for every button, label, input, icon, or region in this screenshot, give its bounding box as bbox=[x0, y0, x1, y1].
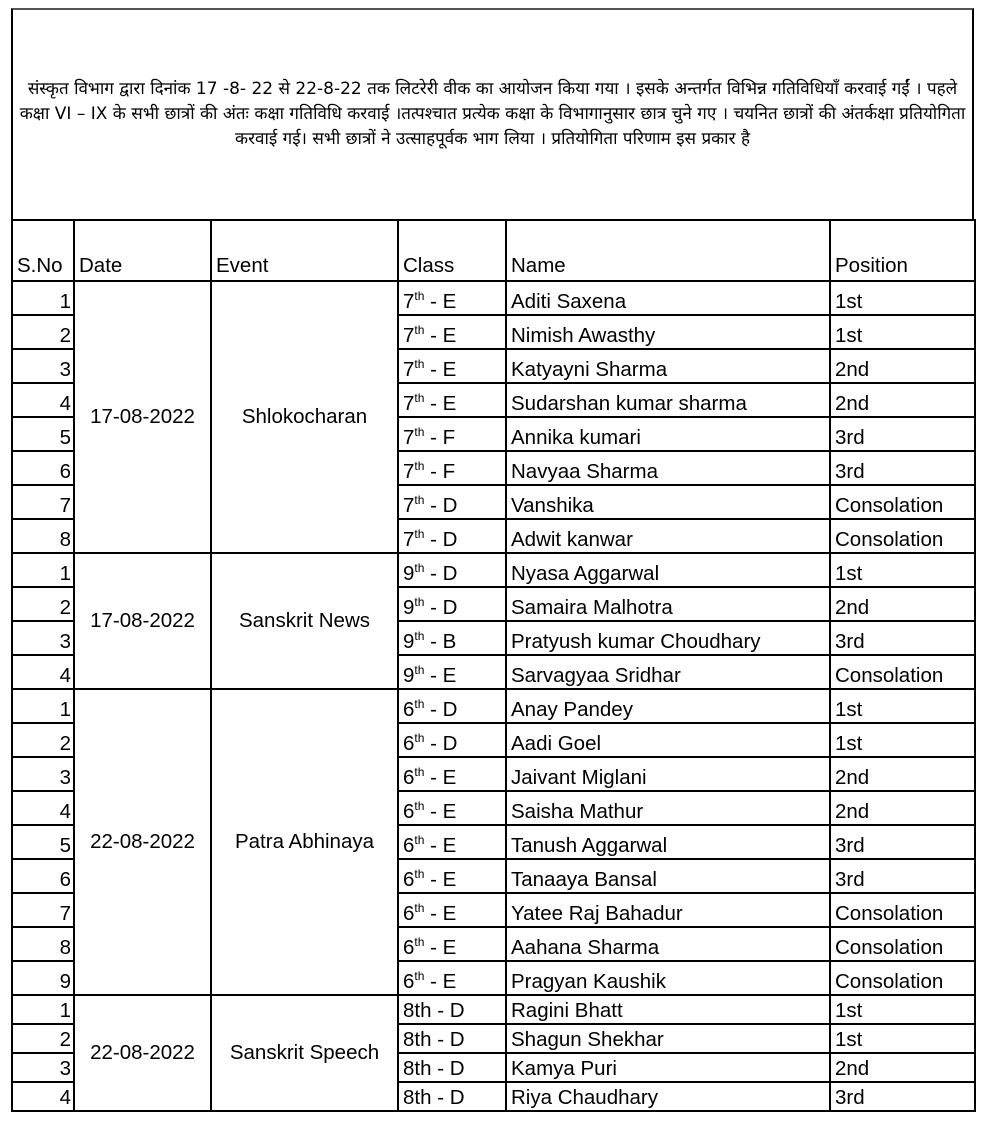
class-grade: 7 bbox=[403, 528, 415, 551]
class-grade: 6 bbox=[403, 902, 415, 925]
class-section: - F bbox=[424, 460, 456, 483]
serial-number-cell: 6 bbox=[12, 451, 74, 485]
student-name-cell: Kamya Puri bbox=[506, 1053, 830, 1082]
class-ordinal-suffix: th bbox=[414, 629, 425, 643]
class-section: - E bbox=[424, 392, 457, 415]
position-cell: 2nd bbox=[830, 1053, 975, 1082]
class-ordinal-suffix: th bbox=[414, 731, 425, 745]
class-ordinal-suffix: th bbox=[414, 425, 425, 439]
class-cell bbox=[398, 587, 506, 621]
class-grade: 6 bbox=[403, 936, 415, 959]
serial-number-cell: 8 bbox=[12, 519, 74, 553]
student-name-cell: Sudarshan kumar sharma bbox=[506, 383, 830, 417]
class-grade: 7 bbox=[403, 290, 415, 313]
class-ordinal-suffix: th bbox=[414, 697, 425, 711]
class-cell bbox=[398, 621, 506, 655]
class-cell bbox=[398, 451, 506, 485]
class-grade: 8th - D bbox=[403, 1057, 465, 1080]
class-ordinal-suffix: th bbox=[414, 833, 425, 847]
class-cell bbox=[398, 655, 506, 689]
class-grade: 6 bbox=[403, 732, 415, 755]
class-cell bbox=[398, 1024, 506, 1053]
class-cell bbox=[398, 281, 506, 315]
class-grade: 7 bbox=[403, 460, 415, 483]
class-cell bbox=[398, 825, 506, 859]
class-grade: 7 bbox=[403, 392, 415, 415]
position-cell: 2nd bbox=[830, 757, 975, 791]
student-name-cell: Aahana Sharma bbox=[506, 927, 830, 961]
class-ordinal-suffix: th bbox=[414, 323, 425, 337]
class-ordinal-suffix: th bbox=[414, 901, 425, 915]
class-grade: 7 bbox=[403, 358, 415, 381]
position-cell: 2nd bbox=[830, 383, 975, 417]
class-cell bbox=[398, 519, 506, 553]
class-cell bbox=[398, 485, 506, 519]
event-cell: Sanskrit News bbox=[211, 553, 398, 689]
position-cell: Consolation bbox=[830, 961, 975, 995]
class-section: - E bbox=[424, 902, 457, 925]
class-section: - B bbox=[424, 630, 457, 653]
class-grade: 9 bbox=[403, 664, 415, 687]
position-cell: 2nd bbox=[830, 587, 975, 621]
student-name-cell: Shagun Shekhar bbox=[506, 1024, 830, 1053]
class-cell bbox=[398, 927, 506, 961]
serial-number-cell: 1 bbox=[12, 995, 74, 1024]
class-section: - E bbox=[424, 358, 457, 381]
class-section: - E bbox=[424, 324, 457, 347]
class-section: - D bbox=[424, 698, 458, 721]
class-cell bbox=[398, 1053, 506, 1082]
position-cell: 2nd bbox=[830, 349, 975, 383]
intro-paragraph: संस्कृत विभाग द्वारा दिनांक 17 -8- 22 से 22-8-22 तक लिटरेरी वीक का आयोजन किया गया । इसके अन्तर्गत विभिन्न गतिविधियाँ करवाई गईं । पहले कक्षा VI – IX के सभी छात्रों की अंतः कक्षा गतिविधि करवाई ।तत्पश्चात प्रत्येक कक्षा के विभागानुसार छात्र चुने गए । चयनित छात्रों की अंतर्कक्षा प्रतियोगिता करवाई गई। सभी छात्रों ने उत्साहपूर्वक भाग लिया । प्रतियोगिता परिणाम इस प्रकार है bbox=[19, 79, 966, 149]
position-cell: 1st bbox=[830, 315, 975, 349]
class-section: - D bbox=[424, 562, 458, 585]
date-cell: 17-08-2022 bbox=[74, 281, 211, 553]
serial-number-cell: 9 bbox=[12, 961, 74, 995]
class-section: - E bbox=[424, 664, 457, 687]
class-cell bbox=[398, 349, 506, 383]
serial-number-cell: 6 bbox=[12, 859, 74, 893]
position-cell: 3rd bbox=[830, 417, 975, 451]
class-cell bbox=[398, 553, 506, 587]
position-cell: 3rd bbox=[830, 1082, 975, 1111]
class-section: - E bbox=[424, 936, 457, 959]
header-class: Class bbox=[398, 220, 506, 281]
class-grade: 8th - D bbox=[403, 1086, 465, 1109]
header-position: Position bbox=[830, 220, 975, 281]
class-ordinal-suffix: th bbox=[414, 459, 425, 473]
student-name-cell: Tanush Aggarwal bbox=[506, 825, 830, 859]
position-cell: 1st bbox=[830, 553, 975, 587]
class-cell bbox=[398, 961, 506, 995]
table-row bbox=[12, 995, 975, 1024]
event-cell: Shlokocharan bbox=[211, 281, 398, 553]
class-ordinal-suffix: th bbox=[414, 289, 425, 303]
serial-number-cell: 7 bbox=[12, 485, 74, 519]
serial-number-cell: 2 bbox=[12, 723, 74, 757]
class-grade: 8th - D bbox=[403, 1028, 465, 1051]
student-name-cell: Saisha Mathur bbox=[506, 791, 830, 825]
class-ordinal-suffix: th bbox=[414, 391, 425, 405]
class-grade: 6 bbox=[403, 834, 415, 857]
class-section: - D bbox=[424, 494, 458, 517]
position-cell: 1st bbox=[830, 281, 975, 315]
class-section: - E bbox=[424, 800, 457, 823]
header-event: Event bbox=[211, 220, 398, 281]
class-grade: 7 bbox=[403, 324, 415, 347]
header-row bbox=[12, 220, 975, 281]
date-cell: 22-08-2022 bbox=[74, 995, 211, 1111]
results-body bbox=[12, 281, 975, 1111]
table-row bbox=[12, 689, 975, 723]
class-ordinal-suffix: th bbox=[414, 561, 425, 575]
class-cell bbox=[398, 893, 506, 927]
class-ordinal-suffix: th bbox=[414, 595, 425, 609]
class-ordinal-suffix: th bbox=[414, 765, 425, 779]
serial-number-cell: 1 bbox=[12, 553, 74, 587]
class-grade: 8th - D bbox=[403, 999, 465, 1022]
table-row bbox=[12, 281, 975, 315]
serial-number-cell: 3 bbox=[12, 757, 74, 791]
position-cell: Consolation bbox=[830, 893, 975, 927]
date-cell: 17-08-2022 bbox=[74, 553, 211, 689]
results-sheet bbox=[11, 8, 974, 1112]
position-cell: Consolation bbox=[830, 485, 975, 519]
student-name-cell: Katyayni Sharma bbox=[506, 349, 830, 383]
position-cell: 1st bbox=[830, 1024, 975, 1053]
position-cell: 3rd bbox=[830, 621, 975, 655]
serial-number-cell: 4 bbox=[12, 1082, 74, 1111]
class-cell bbox=[398, 383, 506, 417]
class-cell bbox=[398, 689, 506, 723]
serial-number-cell: 1 bbox=[12, 689, 74, 723]
class-section: - E bbox=[424, 970, 457, 993]
class-grade: 6 bbox=[403, 766, 415, 789]
student-name-cell: Pratyush kumar Choudhary bbox=[506, 621, 830, 655]
serial-number-cell: 3 bbox=[12, 621, 74, 655]
student-name-cell: Tanaaya Bansal bbox=[506, 859, 830, 893]
class-cell bbox=[398, 417, 506, 451]
position-cell: 1st bbox=[830, 689, 975, 723]
student-name-cell: Jaivant Miglani bbox=[506, 757, 830, 791]
serial-number-cell: 5 bbox=[12, 417, 74, 451]
position-cell: 2nd bbox=[830, 791, 975, 825]
position-cell: 3rd bbox=[830, 451, 975, 485]
serial-number-cell: 2 bbox=[12, 587, 74, 621]
position-cell: 1st bbox=[830, 723, 975, 757]
class-ordinal-suffix: th bbox=[414, 527, 425, 541]
student-name-cell: Yatee Raj Bahadur bbox=[506, 893, 830, 927]
class-section: - D bbox=[424, 596, 458, 619]
class-cell bbox=[398, 757, 506, 791]
serial-number-cell: 8 bbox=[12, 927, 74, 961]
header-sno: S.No bbox=[12, 220, 74, 281]
class-cell bbox=[398, 791, 506, 825]
class-cell bbox=[398, 315, 506, 349]
serial-number-cell: 3 bbox=[12, 349, 74, 383]
student-name-cell: Pragyan Kaushik bbox=[506, 961, 830, 995]
header-date: Date bbox=[74, 220, 211, 281]
class-cell bbox=[398, 1082, 506, 1111]
student-name-cell: Annika kumari bbox=[506, 417, 830, 451]
class-grade: 9 bbox=[403, 562, 415, 585]
class-grade: 9 bbox=[403, 630, 415, 653]
student-name-cell: Aadi Goel bbox=[506, 723, 830, 757]
class-grade: 6 bbox=[403, 800, 415, 823]
student-name-cell: Samaira Malhotra bbox=[506, 587, 830, 621]
student-name-cell: Riya Chaudhary bbox=[506, 1082, 830, 1111]
class-grade: 6 bbox=[403, 868, 415, 891]
student-name-cell: Adwit kanwar bbox=[506, 519, 830, 553]
position-cell: 3rd bbox=[830, 825, 975, 859]
student-name-cell: Vanshika bbox=[506, 485, 830, 519]
class-ordinal-suffix: th bbox=[414, 799, 425, 813]
class-ordinal-suffix: th bbox=[414, 663, 425, 677]
class-ordinal-suffix: th bbox=[414, 357, 425, 371]
class-grade: 7 bbox=[403, 494, 415, 517]
table-row bbox=[12, 553, 975, 587]
date-cell: 22-08-2022 bbox=[74, 689, 211, 995]
student-name-cell: Anay Pandey bbox=[506, 689, 830, 723]
serial-number-cell: 5 bbox=[12, 825, 74, 859]
class-section: - E bbox=[424, 834, 457, 857]
class-section: - D bbox=[424, 732, 458, 755]
class-section: - F bbox=[424, 426, 456, 449]
class-ordinal-suffix: th bbox=[414, 867, 425, 881]
event-cell: Sanskrit Speech bbox=[211, 995, 398, 1111]
class-section: - D bbox=[424, 528, 458, 551]
serial-number-cell: 1 bbox=[12, 281, 74, 315]
class-section: - E bbox=[424, 868, 457, 891]
position-cell: Consolation bbox=[830, 927, 975, 961]
position-cell: Consolation bbox=[830, 655, 975, 689]
class-grade: 9 bbox=[403, 596, 415, 619]
class-grade: 6 bbox=[403, 970, 415, 993]
results-table bbox=[11, 219, 976, 1112]
serial-number-cell: 4 bbox=[12, 791, 74, 825]
position-cell: Consolation bbox=[830, 519, 975, 553]
class-ordinal-suffix: th bbox=[414, 935, 425, 949]
student-name-cell: Nimish Awasthy bbox=[506, 315, 830, 349]
class-section: - E bbox=[424, 290, 457, 313]
class-grade: 6 bbox=[403, 698, 415, 721]
class-section: - E bbox=[424, 766, 457, 789]
header-name: Name bbox=[506, 220, 830, 281]
serial-number-cell: 7 bbox=[12, 893, 74, 927]
student-name-cell: Ragini Bhatt bbox=[506, 995, 830, 1024]
student-name-cell: Navyaa Sharma bbox=[506, 451, 830, 485]
class-cell bbox=[398, 859, 506, 893]
serial-number-cell: 2 bbox=[12, 315, 74, 349]
student-name-cell: Nyasa Aggarwal bbox=[506, 553, 830, 587]
serial-number-cell: 3 bbox=[12, 1053, 74, 1082]
class-cell bbox=[398, 723, 506, 757]
class-ordinal-suffix: th bbox=[414, 493, 425, 507]
class-ordinal-suffix: th bbox=[414, 969, 425, 983]
event-cell: Patra Abhinaya bbox=[211, 689, 398, 995]
student-name-cell: Sarvagyaa Sridhar bbox=[506, 655, 830, 689]
position-cell: 3rd bbox=[830, 859, 975, 893]
position-cell: 1st bbox=[830, 995, 975, 1024]
student-name-cell: Aditi Saxena bbox=[506, 281, 830, 315]
serial-number-cell: 4 bbox=[12, 383, 74, 417]
serial-number-cell: 2 bbox=[12, 1024, 74, 1053]
serial-number-cell: 4 bbox=[12, 655, 74, 689]
class-cell bbox=[398, 995, 506, 1024]
class-grade: 7 bbox=[403, 426, 415, 449]
intro-box bbox=[11, 8, 974, 219]
